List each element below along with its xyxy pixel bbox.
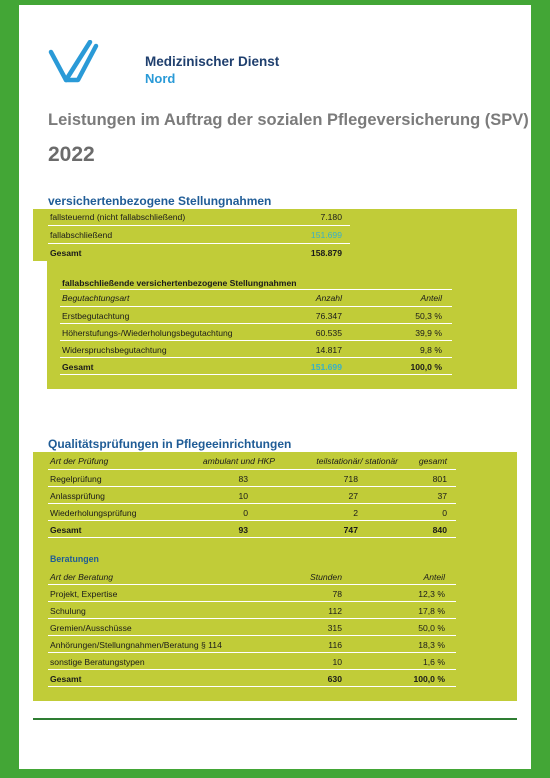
logo [48,40,280,86]
table-cell: 60.535 [315,328,342,338]
divider [48,686,456,687]
table-cell: 76.347 [315,311,342,321]
divider [48,584,456,585]
table-cell: 315 [327,623,342,633]
table-cell: Gesamt [50,525,82,535]
divider [48,503,456,504]
table-cell: 7.180 [320,212,342,222]
table-cell: 840 [432,525,447,535]
divider [60,374,452,375]
table-cell: 10 [332,657,342,667]
section1-title: versichertenbezogene Stellungnahmen [48,194,272,208]
table-header: Anteil [423,572,445,582]
table-cell: Erstbegutachtung [62,311,130,321]
table-cell: fallabschließend [50,230,113,240]
table-cell: Anhörungen/Stellungnahmen/Beratung § 114 [50,640,222,650]
table-cell: 2 [353,508,358,518]
divider [48,486,456,487]
table-cell: 50,3 % [415,311,442,321]
table-cell: 17,8 % [418,606,445,616]
table-cell: Gremien/Ausschüsse [50,623,132,633]
divider [48,469,456,470]
table-cell: 14.817 [315,345,342,355]
divider [48,520,456,521]
divider [48,669,456,670]
table-cell: 37 [437,491,447,501]
divider [60,357,452,358]
table-cell: Wiederholungsprüfung [50,508,137,518]
logo-text-line2: Nord [145,71,176,86]
table-header: Art der Prüfung [50,456,109,466]
table-cell: 100,0 % [410,362,442,372]
table-header: Begutachtungsart [62,293,130,303]
divider [48,537,456,538]
table-cell: Regelprüfung [50,474,102,484]
consulting-title: Beratungen [50,554,99,564]
table-header: teilstationär/ stationär [316,456,398,466]
table-cell: 718 [343,474,358,484]
table-cell: 83 [238,474,248,484]
table-cell: 18,3 % [418,640,445,650]
table-cell: 801 [432,474,447,484]
table-cell: 50,0 % [418,623,445,633]
checkmark-logo-icon [48,40,143,85]
logo-text-line1: Medizinischer Dienst [145,54,280,69]
divider [60,306,452,307]
table-cell: 0 [243,508,248,518]
table-cell: 1,6 % [423,657,445,667]
table-cell: Schulung [50,606,86,616]
table-cell: 27 [348,491,358,501]
divider [48,652,456,653]
subtable-title: fallabschließende versichertenbezogene Stellungnahmen [62,278,297,288]
table-header: Art der Beratung [50,572,114,582]
divider [60,289,452,290]
table-header: Stunden [309,572,342,582]
table-cell: 78 [332,589,342,599]
table-cell: Gesamt [62,362,94,372]
table-cell: Anlassprüfung [50,491,105,501]
table-cell: 116 [328,640,342,650]
divider [48,618,456,619]
table-cell: Gesamt [50,248,82,258]
section2-title: Qualitätsprüfungen in Pflegeeinrichtungen [48,437,292,451]
year-heading: 2022 [48,143,95,166]
table-cell: fallsteuernd (nicht fallabschließend) [50,212,186,222]
table-cell: Höherstufungs-/Wiederholungsbegutachtung [62,328,233,338]
divider [48,243,350,244]
table-header: ambulant und HKP [202,456,275,466]
table-cell: Widerspruchsbegutachtung [62,345,167,355]
table-cell: 93 [238,525,248,535]
table-cell: 151.699 [310,230,342,240]
page-title: Leistungen im Auftrag der sozialen Pflegeversicherung (SPV) [48,111,529,129]
table-cell: 158.879 [310,248,342,258]
table-cell: 747 [343,525,358,535]
table-header: gesamt [418,456,447,466]
footer-divider [33,718,517,720]
table-cell: Projekt, Expertise [50,589,118,599]
table-cell: 151.699 [310,362,342,372]
table-cell: 630 [327,674,342,684]
table-cell: 10 [238,491,248,501]
table-cell: 9,8 % [420,345,442,355]
table-cell: sonstige Beratungstypen [50,657,145,667]
divider [48,601,456,602]
table-cell: Gesamt [50,674,82,684]
table-cell: 39,9 % [415,328,442,338]
divider [60,340,452,341]
table-cell: 112 [328,606,342,616]
table-header: Anzahl [315,293,342,303]
table-cell: 100,0 % [413,674,445,684]
divider [60,323,452,324]
table-header: Anteil [420,293,442,303]
table-cell: 12,3 % [418,589,445,599]
divider [48,225,350,226]
divider [48,635,456,636]
table-cell: 0 [442,508,447,518]
